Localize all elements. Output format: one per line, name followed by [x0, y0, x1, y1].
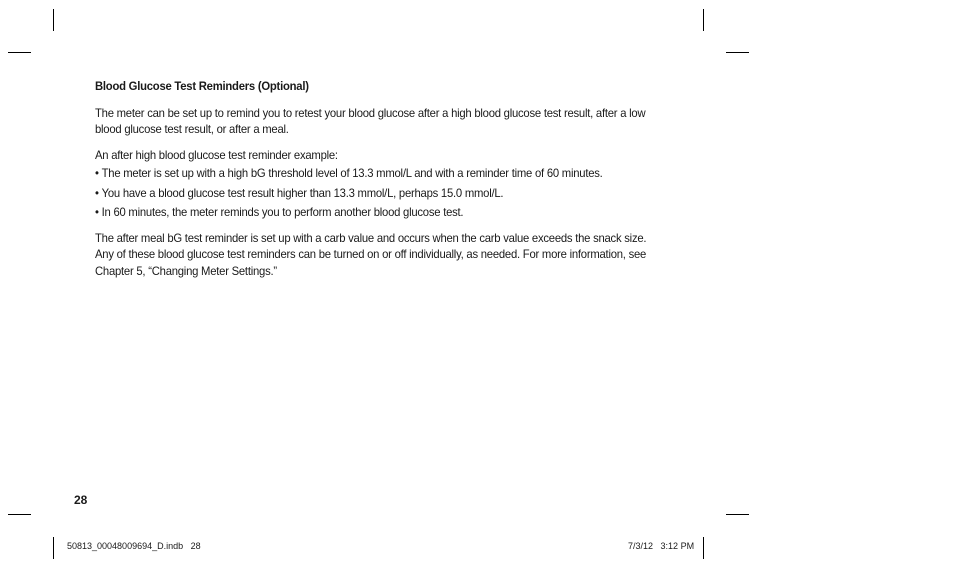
- example-bullet-list: [95, 165, 659, 221]
- bullet-item: • In 60 minutes, the meter reminds you to perform another blood glucose test.: [95, 204, 659, 221]
- crop-mark-top-left: [53, 9, 54, 31]
- bullet-item: • The meter is set up with a high bG threshold level of 13.3 mmol/L and with a reminder time of 60 minutes.: [95, 165, 659, 182]
- slug-date-time: [628, 541, 694, 551]
- crop-mark-top-right-h: [726, 52, 749, 53]
- slug-time: 3:12 PM: [660, 541, 695, 551]
- crop-mark-bottom-left-h: [8, 514, 31, 515]
- crop-mark-bottom-right: [703, 537, 704, 559]
- crop-mark-top-left-h: [8, 52, 31, 53]
- intro-paragraph: The meter can be set up to remind you to retest your blood glucose after a high blood glucose test result, after a low blood glucose test result, or after a meal.: [95, 105, 646, 136]
- crop-mark-bottom-left: [53, 537, 54, 559]
- example-title: An after high blood glucose test reminder example:: [95, 147, 338, 162]
- slug-file-info: [67, 541, 201, 551]
- section-title: Blood Glucose Test Reminders (Optional): [95, 79, 309, 93]
- crop-mark-top-right: [703, 9, 704, 31]
- after-meal-paragraph: The after meal bG test reminder is set up with a carb value and occurs when the carb value exceeds the snack size. Any of these blood glucose test reminders can be turned on or off individually, as needed. For more information, see Chapter 5, “Changing Meter Settings.”: [95, 230, 647, 278]
- slug-date: 7/3/12: [628, 541, 654, 551]
- crop-mark-bottom-right-h: [726, 514, 749, 515]
- bullet-item: • You have a blood glucose test result higher than 13.3 mmol/L, perhaps 15.0 mmol/L.: [95, 185, 659, 202]
- slug-page: 28: [190, 541, 201, 551]
- slug-file-name: 50813_00048009694_D.indb: [67, 541, 184, 551]
- page-content: [95, 78, 659, 288]
- page-number: 28: [74, 493, 88, 507]
